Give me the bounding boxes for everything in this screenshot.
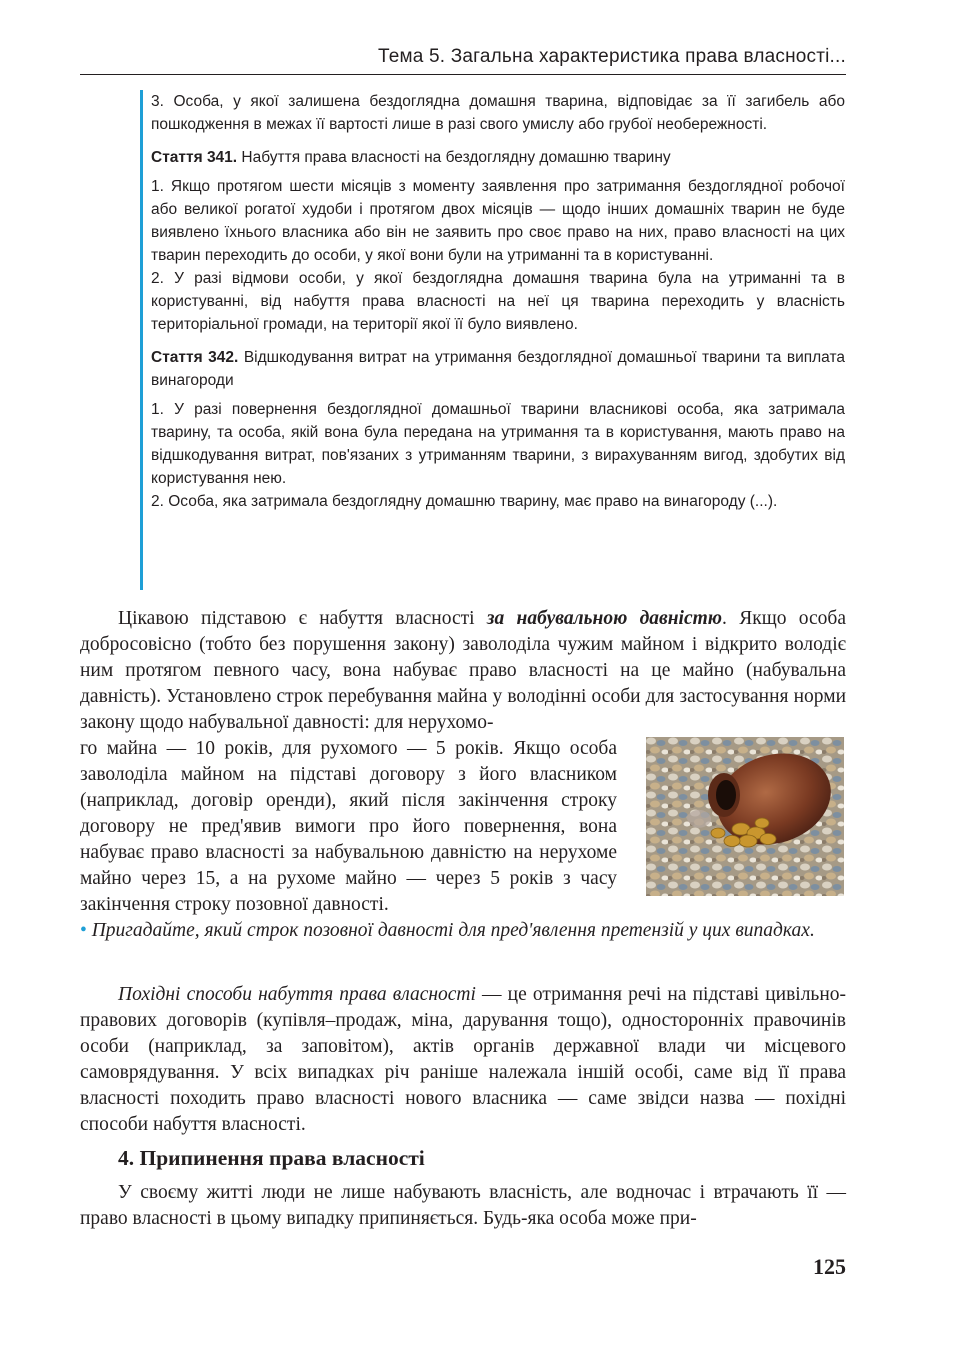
paragraph-continuation: го майна — 10 років, для рухомого — 5 років. Якщо особа заволоділа майном на підставі договору з його власником (наприклад, договір оренди), який після закінчення строку договору не пред'явив вимоги про його повернення, вона набуває право власності за набувальною давністю на нерухоме майно через 15, а на рухоме майно — через 5 років з часу закінчення строку позовної давності.	[80, 738, 617, 915]
article-341-paragraph-1: 1. Якщо протягом шести місяців з моменту заявлення про затримання бездоглядної робочої або великої рогатої худоби і протягом двох місяців — щодо інших домашніх тварин не буде виявлено їхнього власника або він не заявить про своє право на них, право власності на цих тварин переходить до особи, у якої вони були на утриманні та в користуванні.	[151, 178, 845, 264]
paragraph-text: Цікавою підставою є набуття власності	[118, 608, 487, 629]
article-342-paragraph-2: 2. Особа, яка затримала бездоглядну домашню тварину, має право на винагороду (...).	[151, 493, 778, 510]
paragraph-acquisitive-prescription	[80, 606, 846, 736]
review-question	[80, 918, 846, 944]
treasure-jug-photo	[646, 737, 844, 896]
term-acquisitive-prescription: за набувальною давністю	[486, 608, 723, 629]
article-342-title: Відшкодування витрат на утримання бездоглядної домашньої тварини та виплата винагороди	[151, 349, 845, 389]
paragraph-termination	[80, 1180, 846, 1232]
running-header: Тема 5. Загальна характеристика права власності...	[377, 46, 846, 67]
article-341-paragraph-2: 2. У разі відмови особи, у якої бездоглядна домашня тварина була на утриманні та в користуванні, від набуття права власності на неї ця тварина переходить у власність територіальної громади, на території якої її було виявлено.	[151, 270, 845, 333]
article-341-label: Стаття 341.	[151, 149, 238, 166]
section-heading: 4. Припинення права власності	[118, 1146, 425, 1170]
excerpt-paragraph: 3. Особа, у якої залишена бездоглядна домашня тварина, відповідає за її загибель або пошкодження в межах її вартості лише в разі свого умислу або грубої необережності.	[151, 93, 845, 133]
term-derivative-methods: Похідні способи набуття права власності	[118, 984, 476, 1005]
article-342-paragraph-1: 1. У разі повернення бездоглядної домашньої тварини власникові особа, яка затримала тварину, та особа, якій вона була передана на утримання та в користування, мають право на відшкодування витрат, пов'язаних з утриманням тварини, з вирахуванням вигод, здобутих від користування нею.	[151, 401, 845, 487]
header-rule	[80, 74, 846, 75]
article-341-heading	[151, 146, 845, 169]
question-text: Пригадайте, який строк позовної давності для пред'явлення претензій у цих випадках.	[86, 920, 815, 941]
article-342-heading	[151, 346, 845, 392]
page-number: 125	[813, 1254, 846, 1279]
article-341-title: Набуття права власності на бездоглядну домашню тварину	[237, 149, 671, 166]
paragraph-text: У своєму житті люди не лише набувають власність, але водночас і втрачають її — право власності в цьому випадку припиняється. Будь-яка особа може при-	[80, 1182, 846, 1229]
paragraph-text: . Якщо особа добросовісно (тобто без порушення закону) заволоділа чужим майном і відкрито володіє ним протягом певного часу, вона набуває право власності на це майно (набувальна давність). Установлено строк перебування майна у володінні особи для застосування норми закону щодо набувальної давності: для нерухомо-	[80, 608, 846, 733]
article-342-label: Стаття 342.	[151, 349, 239, 366]
paragraph-derivative-methods	[80, 982, 846, 1138]
question-bullet: •	[80, 920, 87, 941]
paragraph-text: — це отримання речі на підставі цивільно-правових договорів (купівля–продаж, міна, дарування тощо), односторонніх правочинів особи (наприклад, за заповітом), актів органів державної влади чи місцевого самоврядування. У всіх випадках річ раніше належала іншій особі, саме від її права власності походить право власності нового власника — саме звідси назва — похідні способи набуття власності.	[80, 984, 846, 1135]
civil-code-excerpt	[140, 90, 845, 590]
